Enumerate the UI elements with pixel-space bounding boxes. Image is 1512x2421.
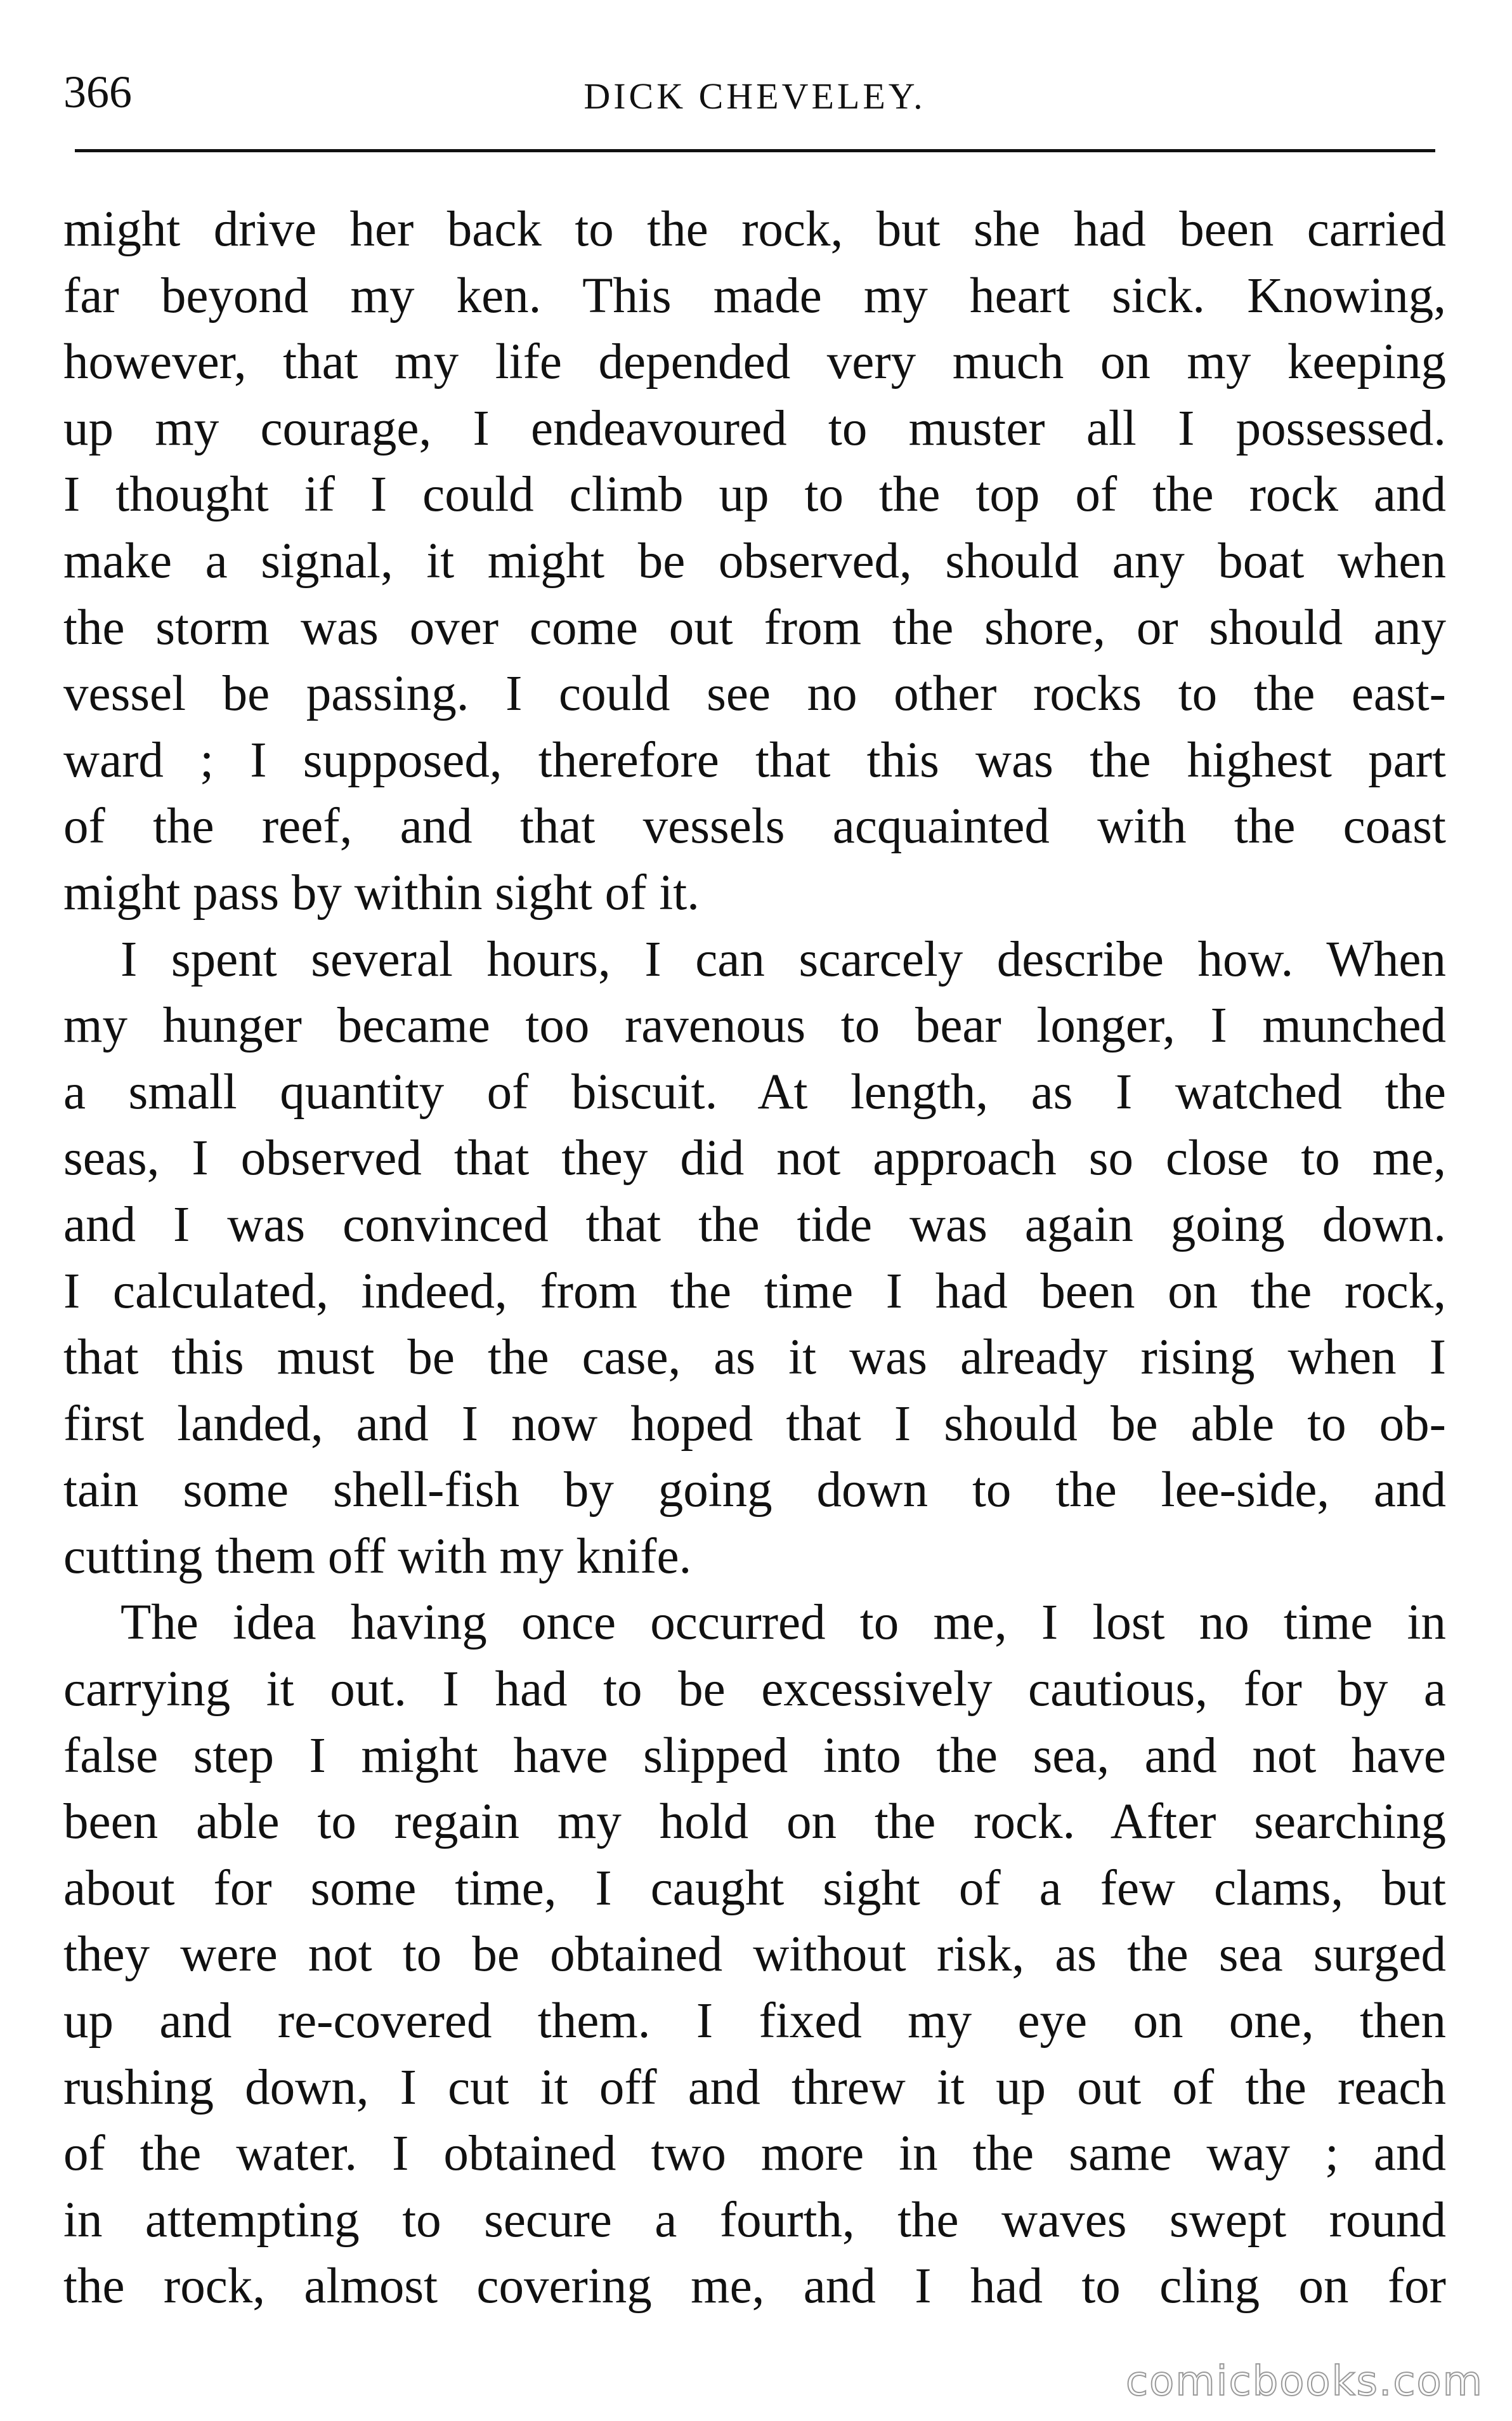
text-line: rushing down, I cut it off and threw it up out of the reach: [63, 2059, 1446, 2115]
running-title: DICK CHEVELEY.: [583, 75, 926, 117]
text-line: a small quantity of biscuit. At length, as I watched the: [63, 1064, 1446, 1120]
header-rule: [75, 149, 1435, 152]
text-line: of the reef, and that vessels acquainted with the coast: [63, 799, 1446, 855]
text-line: up my courage, I endeavoured to muster all I possessed.: [63, 400, 1446, 456]
text-line: I thought if I could climb up to the top of the rock and: [63, 467, 1446, 523]
text-line: my hunger became too ravenous to bear longer, I munched: [63, 998, 1446, 1054]
text-line: I calculated, indeed, from the time I had been on the rock,: [63, 1263, 1446, 1319]
text-line: the storm was over come out from the shore, or should any: [63, 600, 1446, 655]
text-line: in attempting to secure a fourth, the waves swept round: [63, 2192, 1446, 2248]
text-line: vessel be passing. I could see no other rocks to the east-: [63, 666, 1446, 722]
text-line: carrying it out. I had to be excessively cautious, for by a: [63, 1662, 1446, 1717]
text-line: far beyond my ken. This made my heart sick. Knowing,: [63, 268, 1446, 324]
text-line: first landed, and I now hoped that I should be able to ob-: [63, 1396, 1446, 1452]
page-header: [63, 63, 1446, 146]
text-line: I spent several hours, I can scarcely describe how. When: [121, 931, 1446, 987]
text-line: seas, I observed that they did not approach so close to me,: [63, 1131, 1446, 1186]
text-line: ward ; I supposed, therefore that this was the highest part: [63, 732, 1446, 788]
text-line: however, that my life depended very much on my keeping: [63, 334, 1446, 390]
text-line: been able to regain my hold on the rock. After searching: [63, 1794, 1446, 1850]
text-line: about for some time, I caught sight of a few clams, but: [63, 1860, 1446, 1916]
text-line: might drive her back to the rock, but she had been carried: [63, 202, 1446, 257]
page-number: 366: [63, 67, 132, 117]
text-line: cutting them off with my knife.: [63, 1528, 692, 1584]
text-line: of the water. I obtained two more in the same way ; and: [63, 2126, 1446, 2182]
text-line: the rock, almost covering me, and I had to cling on for: [63, 2259, 1446, 2314]
site-watermark: comicbooks.com: [1125, 2358, 1483, 2405]
text-line: up and re-covered them. I fixed my eye on one, then: [63, 1993, 1446, 2049]
text-line: they were not to be obtained without risk, as the sea surged: [63, 1927, 1446, 1983]
text-line: false step I might have slipped into the sea, and not have: [63, 1728, 1446, 1783]
text-line: might pass by within sight of it.: [63, 865, 700, 921]
text-line: that this must be the case, as it was already rising when I: [63, 1330, 1446, 1386]
text-line: The idea having once occurred to me, I lost no time in: [121, 1595, 1446, 1651]
text-line: make a signal, it might be observed, should any boat when: [63, 533, 1446, 589]
text-line: tain some shell-fish by going down to the lee-side, and: [63, 1462, 1446, 1518]
body-text: [63, 197, 1446, 2320]
text-line: and I was convinced that the tide was again going down.: [63, 1197, 1446, 1252]
